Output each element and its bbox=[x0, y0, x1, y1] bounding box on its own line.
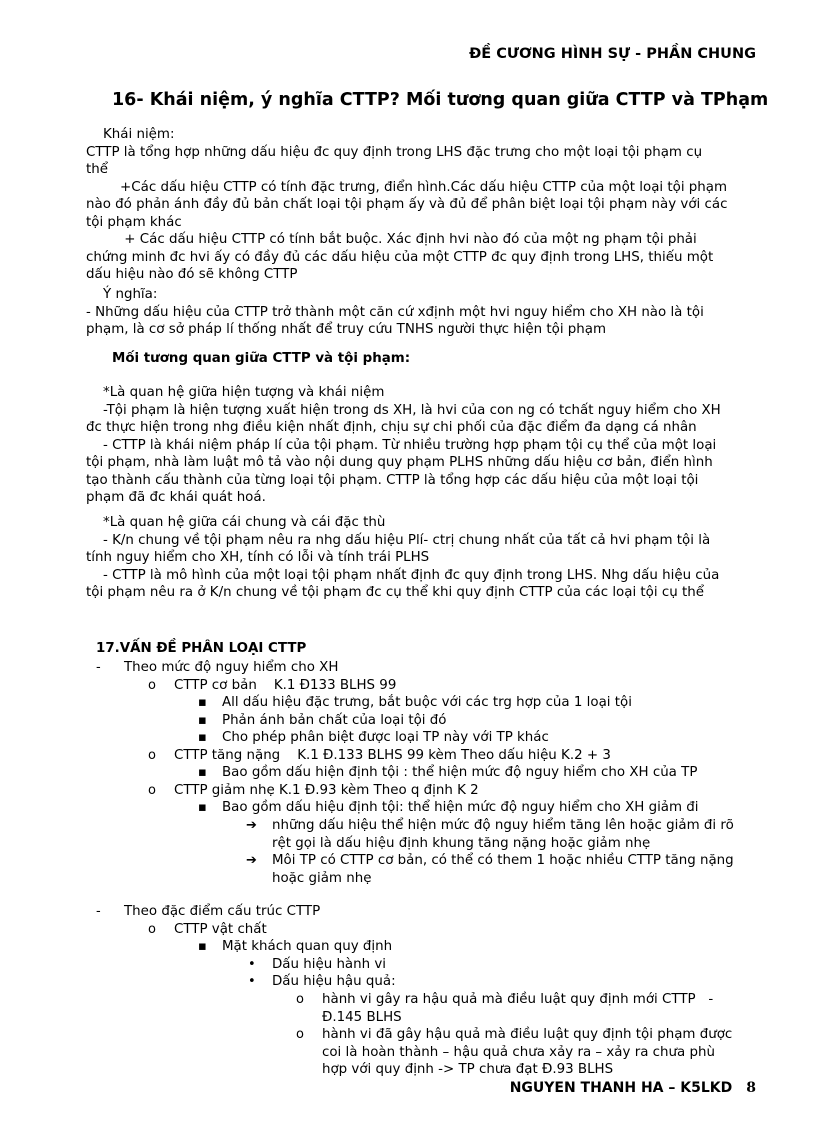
question-title: 16- Khái niệm, ý nghĩa CTTP? Mối tương quan giữa CTTP và TPhạm bbox=[112, 90, 769, 110]
page-footer bbox=[510, 1080, 756, 1096]
relation-paragraph-1: *Là quan hệ giữa hiện tượng và khái niệm -Tội phạm là hiện tượng xuất hiện trong ds XH, là hvi của con ng có tchất nguy hiểm cho XH đc thực hiện trong nhg điều kiện nhất định, chịu sự chi phối của đặc điểm đa dạng cá nhân - CTTP là khái niệm pháp lí của tội phạm. Từ nhiều trường hợp phạm tội cụ thể của một loại tội phạm, nhà làm luật mô tả vào nội dung quy phạm PLHS những dấu hiệu cơ bản, điển hình tạo thành cấu thành của từng loại tội phạm. CTTP là tổng hợp các dấu hiệu của một loại tội phạm đã đc khái quát hoá. bbox=[86, 385, 721, 505]
meaning-paragraph: Ý nghĩa: - Những dấu hiệu của CTTP trở thành một căn cứ xđịnh một hvi nguy hiểm cho XH nào là tội phạm, là cơ sở pháp lí thống nhất để truy cứu TNHS người thực hiện tội phạm bbox=[86, 287, 704, 337]
page-header: ĐỀ CƯƠNG HÌNH SỰ - PHẦN CHUNG bbox=[469, 46, 756, 62]
relation-heading: Mối tương quan giữa CTTP và tội phạm: bbox=[112, 351, 411, 366]
section-17-heading: 17.VẤN ĐỀ PHÂN LOẠI CTTP bbox=[96, 641, 307, 656]
relation-paragraph-2: *Là quan hệ giữa cái chung và cái đặc thù - K/n chung về tội phạm nêu ra nhg dấu hiệu Plí- ctrị chung nhất của tất cả hvi phạm tội là tính nguy hiểm cho XH, tính có lỗi và tính trái PLHS - CTTP là mô hình của một loại tội phạm nhất định đc quy định trong LHS. Nhg dấu hiệu của tội phạm nêu ra ở K/n chung về tội phạm đc cụ thể khi quy định CTTP của các loại tội cụ thể bbox=[86, 515, 720, 600]
arrow-icon: ➔ bbox=[246, 853, 257, 868]
concept-paragraph: Khái niệm: CTTP là tổng hợp những dấu hiệu đc quy định trong LHS đặc trưng cho một loại tội phạm cụ thể +Các dấu hiệu CTTP có tính đặc trưng, điển hình.Các dấu hiệu CTTP của một loại tội phạm nào đó phản ánh đầy đủ bản chất loại tội phạm ấy và đủ để phân biệt loại tội phạm này với các tội phạm khác + Các dấu hiệu CTTP có tính bắt buộc. Xác định hvi nào đó của một ng phạm tội phải chứng minh đc hvi ấy có đầy đủ các dấu hiệu của một CTTP đc quy định trong LHS, thiếu một dấu hiệu nào đó sẽ không CTTP bbox=[86, 127, 728, 282]
footer-author: NGUYEN THANH HA – K5LKD bbox=[509, 1080, 733, 1096]
page-number: 8 bbox=[746, 1080, 756, 1096]
arrow-icon: ➔ bbox=[246, 818, 257, 833]
